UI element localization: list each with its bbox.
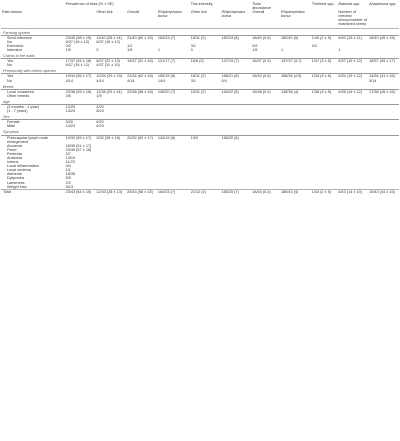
table-cell: 18/40 (45 ± 15) bbox=[369, 35, 395, 40]
table-cell: 9/20 bbox=[65, 120, 73, 125]
row-label: No bbox=[7, 39, 12, 44]
table-cell: 5/14 bbox=[369, 78, 377, 83]
babesia-sub-header: Number of infected sheep/number of examined sheep bbox=[338, 10, 367, 27]
table-cell: 18/40 (0.5) bbox=[252, 35, 271, 40]
table-cell: 150/19 (8) bbox=[157, 74, 176, 79]
table-cell: 1 bbox=[157, 47, 161, 52]
row-label: Male bbox=[7, 124, 16, 129]
table-cell: 4/14 bbox=[127, 78, 135, 83]
table-cell: 18/11 (2) bbox=[190, 35, 206, 40]
table-cell: 164/23 (7) bbox=[157, 189, 190, 194]
table-cell: 137/19 (7) bbox=[221, 59, 239, 64]
table-cell: 1/5 bbox=[96, 93, 102, 98]
row-label: Other breeds bbox=[7, 93, 30, 98]
table-cell: 13/9 bbox=[190, 135, 199, 140]
row-label: Prescapular lymph node enlargement bbox=[7, 135, 48, 144]
row-label: Local oedema bbox=[7, 168, 31, 173]
row-label: Local crossbred bbox=[7, 89, 34, 94]
table-cell: 14/4 bbox=[157, 78, 166, 83]
row-label: Weight loss bbox=[7, 184, 27, 189]
row-label: Fever bbox=[7, 147, 17, 152]
table-cell: 13/19 bbox=[65, 156, 76, 160]
prevalence-group-header: Prevalence of ticks (% ± SE) bbox=[65, 2, 114, 6]
row-label: Extensive bbox=[7, 43, 24, 48]
table-cell: 5/4 bbox=[221, 78, 227, 83]
table-cell: 8/37 (22 ± 13) bbox=[96, 59, 120, 64]
table-cell: 156/20 (8) bbox=[221, 135, 239, 140]
table-cell: 20/35 (57 ± 16) bbox=[65, 147, 92, 152]
table-cell: 18/34 (0.5) bbox=[252, 74, 271, 79]
table-cell: 1/43 (2 ± 5) bbox=[311, 189, 338, 194]
table-cell: 164/23 (7) bbox=[157, 35, 176, 40]
table-cell: 18/43 (0.4) bbox=[251, 189, 280, 194]
prev-rb-header: Rhipicephalus bursa bbox=[157, 10, 190, 28]
section-row bbox=[1, 52, 399, 59]
table-cell: 1 bbox=[280, 47, 284, 52]
table-cell: 2/2 bbox=[65, 180, 71, 185]
table-cell: 3/1 bbox=[190, 78, 196, 83]
row-label: Icterus bbox=[7, 160, 19, 165]
row-label: Dyspnoea bbox=[7, 176, 25, 181]
row-label: No bbox=[7, 63, 12, 68]
table-cell: 6/37 (16 ± 12) bbox=[65, 63, 90, 68]
table-cell: 0/2 bbox=[311, 43, 317, 48]
table-cell: 164/22 (8) bbox=[221, 89, 239, 94]
ticks-abundance-group-header: Ticks abundance bbox=[252, 2, 272, 11]
table-cell: 16/11 (2) bbox=[190, 74, 206, 79]
table-cell: 18/35 (51 ± 17) bbox=[65, 143, 92, 148]
table-cell: 18/37 (49 ± 17) bbox=[369, 59, 395, 64]
section-label: Promiscuity with others species bbox=[1, 67, 399, 74]
table-cell: 9/32 (28 ± 16) bbox=[96, 135, 120, 140]
total-row bbox=[1, 189, 399, 194]
row-label: Intensive bbox=[7, 47, 23, 52]
section-row bbox=[1, 67, 399, 74]
table-cell: 23/40 (58 ± 15) bbox=[65, 35, 92, 40]
table-cell: 15/38 (0.4) bbox=[252, 89, 271, 94]
row-label: Female bbox=[7, 120, 20, 125]
table-cell: 137/37 (3.7) bbox=[280, 59, 302, 64]
risk-factors-label: Risk factors bbox=[1, 10, 65, 28]
table-cell bbox=[280, 135, 311, 144]
risk-factors-header bbox=[1, 0, 65, 10]
table-cell: 3/1 bbox=[190, 43, 196, 48]
table-cell: 3/7 bbox=[65, 151, 71, 156]
row-label: Petechia bbox=[7, 151, 22, 156]
table-cell: 1/34 (3 ± 6) bbox=[311, 74, 332, 79]
table-cell: 1/37 (3 ± 5) bbox=[311, 59, 332, 64]
table-cell: 4/4 bbox=[65, 164, 71, 169]
table-cell: 4/14 bbox=[96, 78, 104, 83]
row-label: No bbox=[7, 78, 12, 83]
table-cell: 143/19 (8) bbox=[157, 135, 176, 140]
table-body bbox=[1, 28, 399, 194]
table-cell bbox=[251, 135, 280, 144]
table-cell: 166/21 (8) bbox=[221, 74, 239, 79]
table-cell: 185/25 (7) bbox=[220, 189, 251, 194]
table-cell bbox=[311, 135, 338, 144]
table-cell: 19/11 (2) bbox=[190, 89, 206, 94]
ta-overall-header: Overall bbox=[251, 10, 280, 28]
anaplasma-header: Anaplasma spp. bbox=[369, 2, 397, 6]
prev-other-header: Other tick bbox=[95, 10, 126, 28]
section-label: Farming system bbox=[1, 28, 399, 35]
table-cell: 0 bbox=[96, 47, 99, 52]
row-label: Semi-intensive bbox=[7, 35, 32, 40]
table-cell: 145/20 (7) bbox=[157, 89, 176, 94]
table-cell: 5/5 bbox=[65, 176, 71, 181]
table-cell: 17/38 (45 ± 16) bbox=[369, 89, 395, 94]
table-cell: 182/24 (8) bbox=[221, 35, 239, 40]
table-cell: 21/34 (62 ± 16) bbox=[127, 74, 153, 79]
table-cell: 121/17 (7) bbox=[157, 59, 176, 64]
section-label: Cracks in the walls bbox=[1, 52, 399, 59]
table-cell: 10/20 bbox=[65, 104, 76, 109]
row-label: (1 - 7 years) bbox=[7, 109, 28, 114]
table-cell: 3/5 bbox=[65, 93, 71, 98]
table-cell: 1/5 bbox=[252, 47, 258, 52]
table-cell: 11/38 (29 ± 14) bbox=[96, 89, 122, 94]
table-cell: 0 bbox=[190, 47, 193, 52]
table-cell: 4/20 bbox=[96, 104, 104, 109]
row-label: Lameness bbox=[7, 180, 25, 185]
table-cell: 25/43 (58 ± 15) bbox=[126, 189, 157, 194]
ta-rb-header: Rhipicephalus bursa bbox=[280, 10, 311, 28]
table-cell: 17/37 (46 ± 16) bbox=[65, 59, 92, 64]
table-cell: 16/8 (2) bbox=[190, 59, 204, 64]
section-label: Symptom bbox=[1, 128, 399, 135]
table-cell: 16/37 (0.4) bbox=[252, 59, 271, 64]
section-label: Breed bbox=[1, 83, 399, 90]
table-cell: 6/37 (16 ± 12) bbox=[65, 39, 90, 44]
prev-overall-header: Overall bbox=[126, 10, 157, 28]
table-cell: 19/34 (56 ± 17) bbox=[65, 74, 92, 79]
table-cell: 20/32 (63 ± 17) bbox=[127, 135, 153, 140]
table-cell: 145/38 (4) bbox=[280, 89, 299, 94]
table-cell: 1/40 (2 ± 5) bbox=[311, 35, 332, 40]
table-cell: 11/40 (28 ± 14) bbox=[96, 35, 122, 40]
row-label: Local Inflammation bbox=[7, 164, 39, 169]
risk-factors-table bbox=[1, 0, 399, 194]
table-cell: 10/34 (29 ± 15) bbox=[96, 74, 123, 79]
table-cell: 6/38 (16 ± 12) bbox=[338, 89, 362, 94]
table-cell: 19/43 (44 ± 15) bbox=[368, 189, 399, 194]
table-cell: 19/32 (59 ± 17) bbox=[65, 135, 92, 140]
row-label: Yes bbox=[7, 74, 14, 79]
table-cell: 6/37 (16 ± 12) bbox=[96, 39, 120, 44]
table-cell: 14/23 bbox=[65, 124, 76, 129]
table-cell bbox=[337, 135, 368, 144]
table-cell: 14/34 (41 ± 16) bbox=[369, 74, 395, 79]
table-cell: 9/13 bbox=[65, 184, 73, 189]
row-label: Total bbox=[1, 189, 65, 194]
row-label: (3 months - 1 year) bbox=[7, 104, 40, 109]
babesia-header: Babesia spp. bbox=[338, 2, 361, 6]
section-row bbox=[1, 28, 399, 35]
section-label: Age bbox=[1, 98, 399, 105]
table-cell: 12/43 (28 ± 13) bbox=[95, 189, 126, 194]
table-cell: 1/2 bbox=[127, 43, 133, 48]
table-cell: 13/23 bbox=[65, 109, 76, 114]
table-cell: 6/37 (16 ± 12) bbox=[338, 59, 362, 64]
table-cell: 19/37 (51 ± 16) bbox=[127, 59, 153, 64]
table-cell: 1 bbox=[338, 47, 341, 52]
table-cell: 18/35 bbox=[65, 172, 76, 177]
table-cell: 24/40 (60 ± 15) bbox=[127, 35, 153, 40]
section-row bbox=[1, 83, 399, 90]
table-header bbox=[1, 0, 399, 28]
theileria-header: Theileria spp. bbox=[311, 2, 335, 6]
ti-other-header: Other tick bbox=[190, 10, 221, 28]
section-label: Sex bbox=[1, 113, 399, 120]
table-cell bbox=[368, 135, 399, 144]
table-cell: 6/23 bbox=[96, 124, 104, 129]
table-cell: 0/2 bbox=[65, 43, 71, 48]
table-cell: 6/43 (14 ± 10) bbox=[337, 189, 368, 194]
table-cell: 1/5 bbox=[65, 47, 71, 52]
section-row bbox=[1, 128, 399, 135]
table-cell: 8/23 bbox=[96, 109, 104, 114]
tick-intensity-group-header: Tick intensity bbox=[190, 2, 213, 6]
table-cell: 4/37 (11 ± 10) bbox=[96, 63, 120, 68]
table-cell: 20/38 (53 ± 16) bbox=[65, 89, 92, 94]
table-cell: 185/43 (4) bbox=[280, 189, 311, 194]
row-label: Asthenia bbox=[7, 172, 22, 177]
table-cell: 11/23 bbox=[65, 160, 75, 165]
row-label: Yes bbox=[7, 59, 14, 64]
table-cell: 1/5 bbox=[127, 47, 133, 52]
table-cell: 6/40 (15 ± 11) bbox=[338, 35, 362, 40]
table-cell: 22/38 (58 ± 16) bbox=[127, 89, 153, 94]
table-row bbox=[1, 135, 399, 144]
table-cell: 4/14 bbox=[65, 78, 73, 83]
table-cell: 6/20 bbox=[96, 120, 104, 125]
table-cell: 1/1 bbox=[65, 168, 71, 173]
table-cell: 182/40 (5) bbox=[280, 35, 299, 40]
table-cell: 1/38 (3 ± 5) bbox=[311, 89, 332, 94]
row-label: Anaemia bbox=[7, 156, 22, 160]
table-cell: 166/34 (4.9) bbox=[280, 74, 302, 79]
section-row bbox=[1, 113, 399, 120]
row-label: Anorexia bbox=[7, 143, 22, 148]
ti-rb-header: Rhipicephalus bursa bbox=[220, 10, 251, 28]
table-cell: 0/2 bbox=[252, 43, 258, 48]
table-cell: 5/34 (15 ± 12) bbox=[338, 74, 362, 79]
table-cell: 23/43 (54 ± 15) bbox=[65, 189, 96, 194]
section-row bbox=[1, 98, 399, 105]
table-cell: 21/12 (2) bbox=[190, 189, 221, 194]
